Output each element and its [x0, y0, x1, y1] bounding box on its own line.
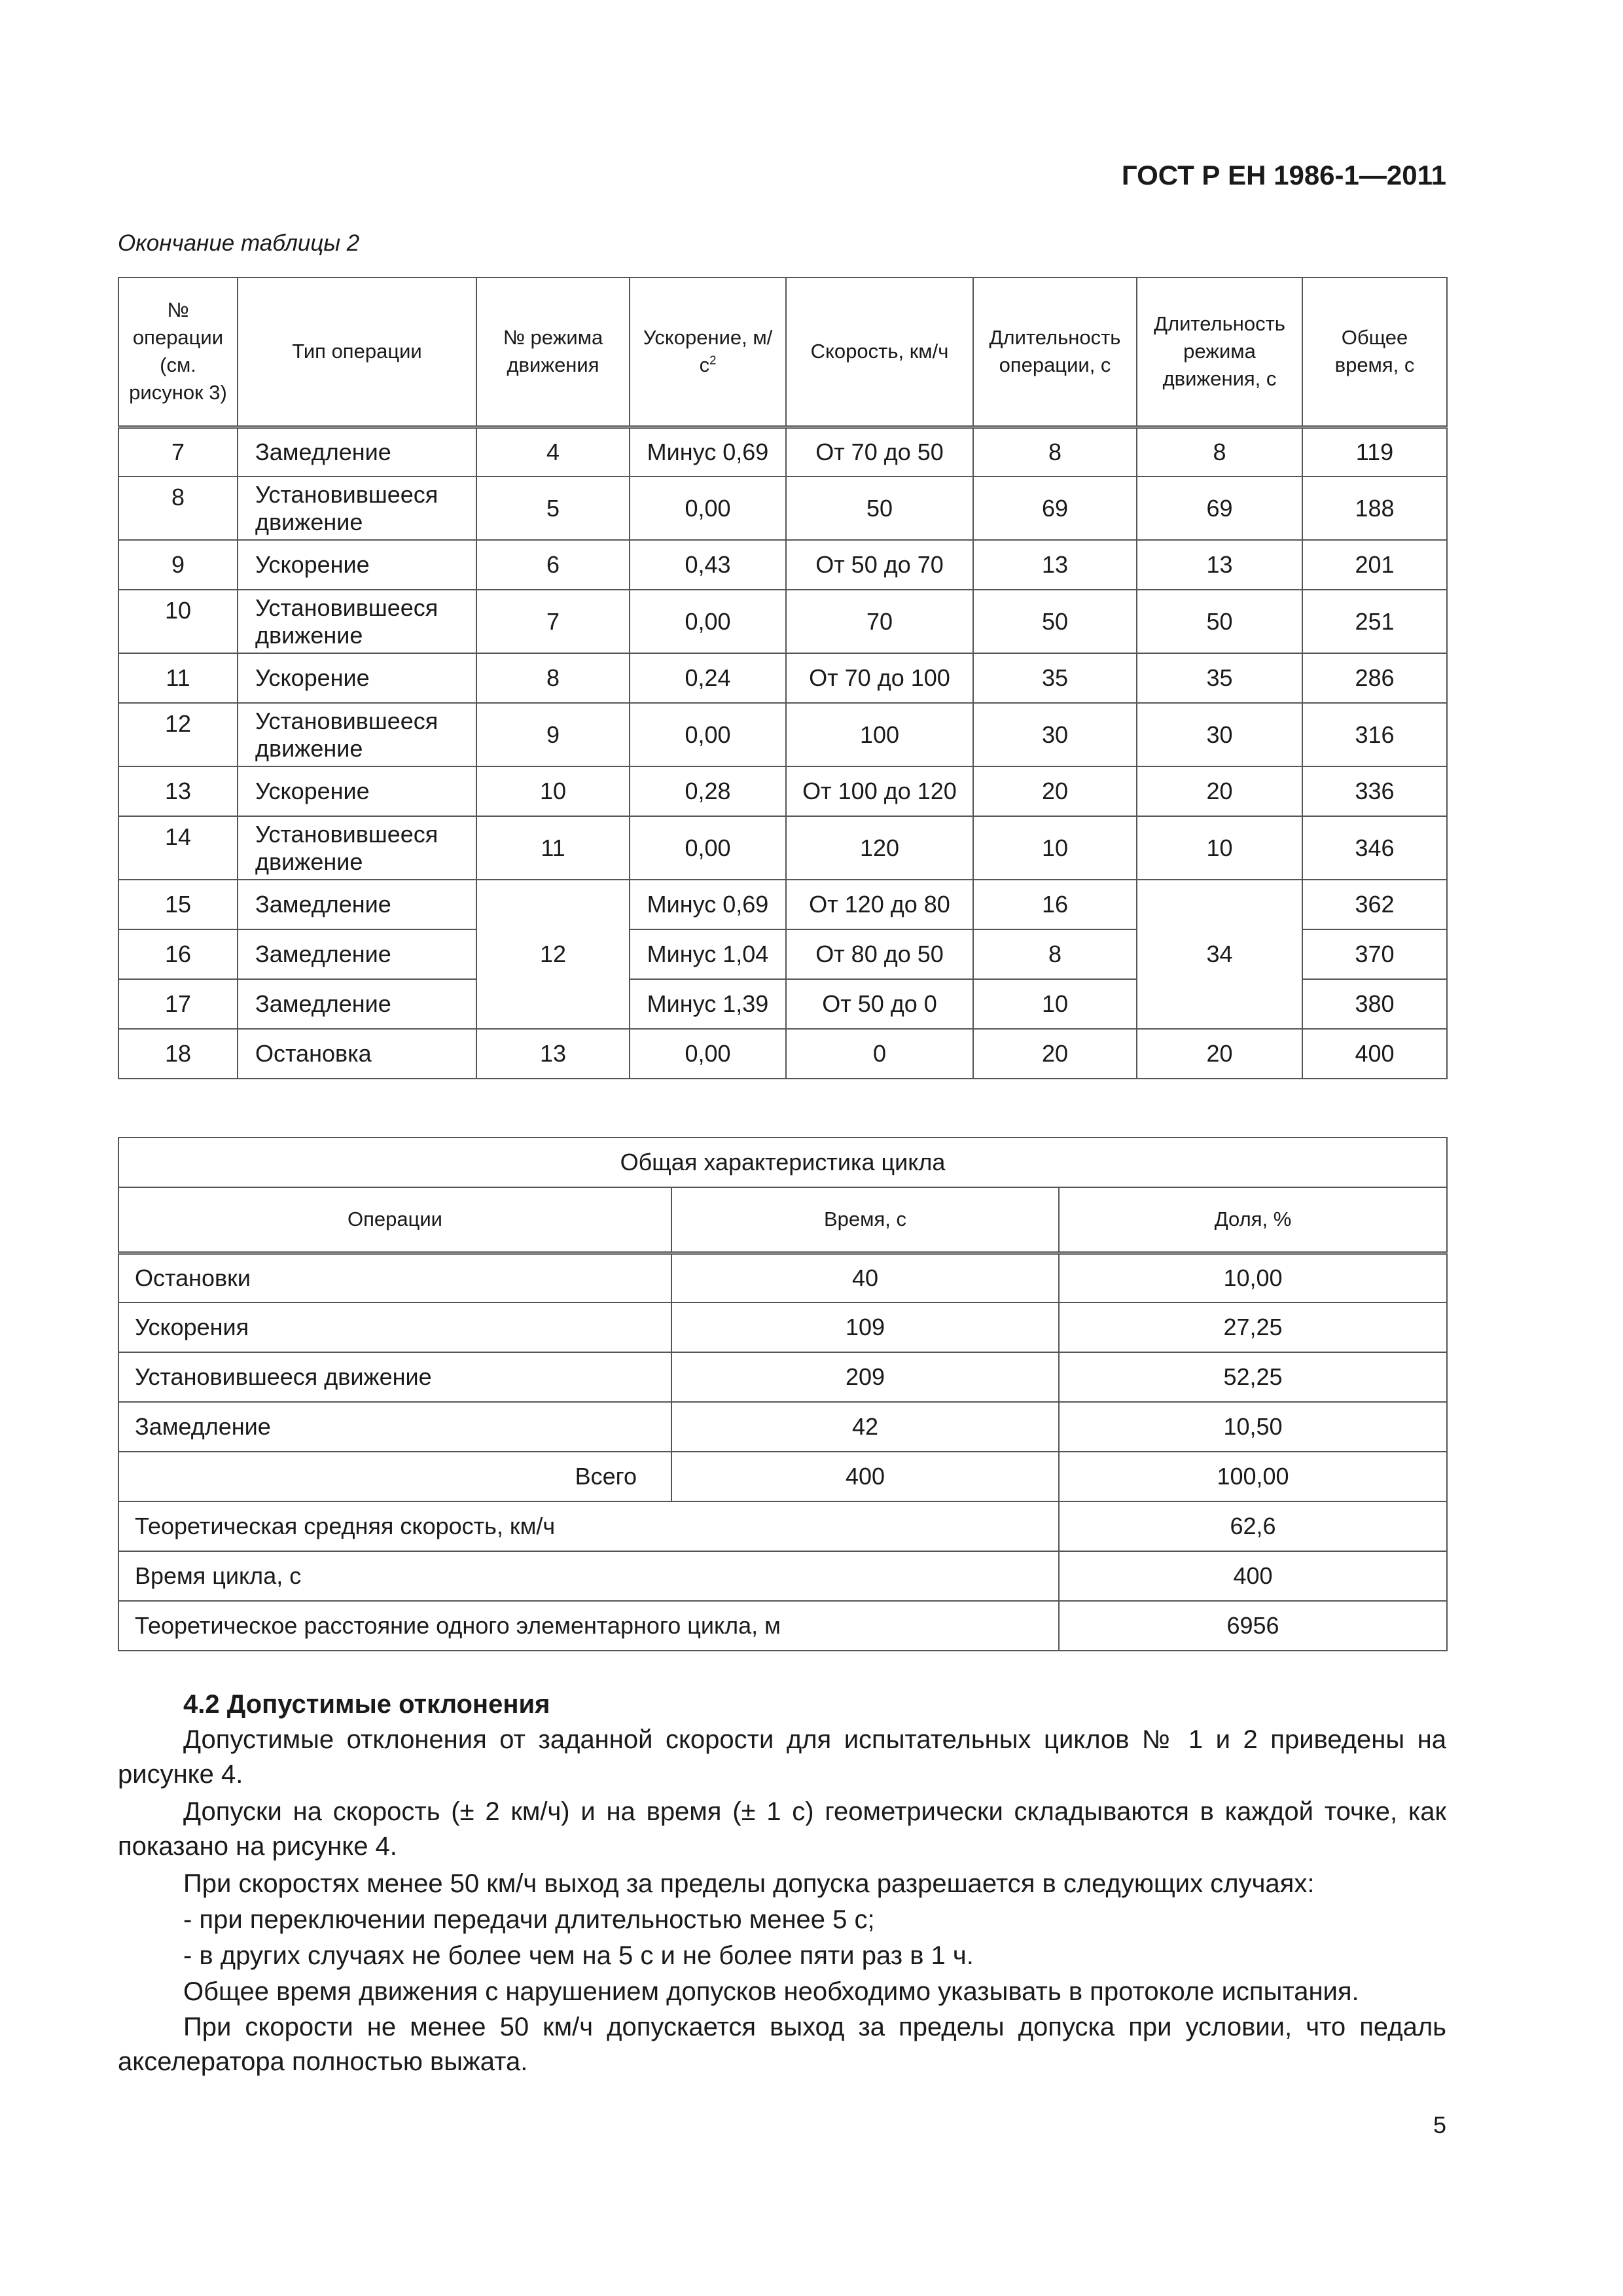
cell-op-type: Замедление: [238, 880, 476, 929]
header-acceleration-text: Ускорение, м/с: [643, 326, 773, 377]
cell-total-time: 316: [1302, 703, 1447, 766]
summary-share: 52,25: [1059, 1352, 1447, 1402]
summary-extra-value: 6956: [1059, 1601, 1447, 1651]
cell-acceleration: 0,00: [630, 476, 786, 540]
cell-acceleration: Минус 0,69: [630, 880, 786, 929]
summary-extra-label: Время цикла, с: [118, 1551, 1059, 1601]
summary-share: 10,50: [1059, 1402, 1447, 1452]
cell-speed: От 120 до 80: [786, 880, 973, 929]
cell-op-type: Замедление: [238, 427, 476, 476]
table-caption: Окончание таблицы 2: [118, 230, 360, 256]
cell-mode-no: 8: [476, 653, 630, 703]
cell-speed: 0: [786, 1029, 973, 1079]
cell-speed: От 70 до 50: [786, 427, 973, 476]
summary-extra-label: Теоретическое расстояние одного элементарного цикла, м: [118, 1601, 1059, 1651]
cell-mode-no: 4: [476, 427, 630, 476]
section-title: 4.2 Допустимые отклонения: [183, 1690, 550, 1719]
summary-header-time: Время, с: [671, 1187, 1059, 1253]
operations-table: [118, 277, 1448, 1079]
summary-header-row: [118, 1187, 1447, 1253]
cell-op-duration: 50: [973, 590, 1137, 653]
cell-op-type: Остановка: [238, 1029, 476, 1079]
cell-acceleration: Минус 0,69: [630, 427, 786, 476]
cell-mode-no: 5: [476, 476, 630, 540]
cell-mode-duration: 30: [1137, 703, 1302, 766]
cell-op-duration: 10: [973, 816, 1137, 880]
header-total-time: Общее время, с: [1302, 278, 1447, 427]
cell-op-type: Ускорение: [238, 766, 476, 816]
summary-share: 27,25: [1059, 1302, 1447, 1352]
cell-op-no: 8: [118, 476, 238, 540]
summary-row: [118, 1253, 1447, 1302]
list-item-1: - при переключении передачи длительностью менее 5 с;: [183, 1905, 875, 1934]
cell-mode-no: 9: [476, 703, 630, 766]
cell-op-type: Ускорение: [238, 653, 476, 703]
table-row: [118, 1029, 1447, 1079]
cell-mode-duration: 20: [1137, 766, 1302, 816]
cell-acceleration: 0,28: [630, 766, 786, 816]
cell-mode-no: 7: [476, 590, 630, 653]
list-item-2: - в других случаях не более чем на 5 с и не более пяти раз в 1 ч.: [183, 1941, 974, 1970]
cell-acceleration: 0,00: [630, 1029, 786, 1079]
summary-extra-value: 62,6: [1059, 1501, 1447, 1551]
cell-op-duration: 8: [973, 427, 1137, 476]
cell-op-duration: 10: [973, 979, 1137, 1029]
cell-op-type: Замедление: [238, 979, 476, 1029]
summary-row: [118, 1352, 1447, 1402]
paragraph-2: Допуски на скорость (± 2 км/ч) и на время (± 1 с) геометрически складываются в каждой точке, как показано на рисунке 4.: [118, 1797, 1446, 1861]
summary-time: 40: [671, 1253, 1059, 1302]
cell-op-type: Установившееся движение: [238, 476, 476, 540]
cell-speed: 120: [786, 816, 973, 880]
cell-mode-no: 13: [476, 1029, 630, 1079]
cell-speed: 50: [786, 476, 973, 540]
summary-title-row: [118, 1138, 1447, 1187]
summary-operation: Остановки: [118, 1253, 671, 1302]
paragraph-5: При скорости не менее 50 км/ч допускается выход за пределы допуска при условии, что педаль акселератора полностью выжата.: [118, 2013, 1446, 2076]
cell-mode-duration: 34: [1137, 880, 1302, 1029]
cell-total-time: 251: [1302, 590, 1447, 653]
cell-total-time: 346: [1302, 816, 1447, 880]
cell-acceleration: Минус 1,39: [630, 979, 786, 1029]
paragraph-4: Общее время движения с нарушением допусков необходимо указывать в протоколе испытания.: [183, 1977, 1359, 2006]
summary-operation: Замедление: [118, 1402, 671, 1452]
cell-mode-no: 12: [476, 880, 630, 1029]
cell-total-time: 380: [1302, 979, 1447, 1029]
cell-total-time: 119: [1302, 427, 1447, 476]
cell-mode-duration: 35: [1137, 653, 1302, 703]
paragraph-1: Допустимые отклонения от заданной скорости для испытательных циклов № 1 и 2 приведены на рисунке 4.: [118, 1725, 1446, 1789]
cell-op-duration: 30: [973, 703, 1137, 766]
cell-op-type: Установившееся движение: [238, 703, 476, 766]
cell-op-no: 10: [118, 590, 238, 653]
summary-operation: Установившееся движение: [118, 1352, 671, 1402]
table-row: [118, 653, 1447, 703]
cell-op-type: Установившееся движение: [238, 590, 476, 653]
cell-op-duration: 20: [973, 766, 1137, 816]
summary-operation: Ускорения: [118, 1302, 671, 1352]
table-row: [118, 816, 1447, 880]
paragraph-3: При скоростях менее 50 км/ч выход за пределы допуска разрешается в следующих случаях:: [183, 1869, 1315, 1898]
cell-speed: От 50 до 70: [786, 540, 973, 590]
cell-mode-duration: 50: [1137, 590, 1302, 653]
table-row: [118, 703, 1447, 766]
cell-total-time: 336: [1302, 766, 1447, 816]
cell-op-duration: 16: [973, 880, 1137, 929]
table-row: [118, 590, 1447, 653]
table-row: [118, 427, 1447, 476]
summary-extra-row: [118, 1601, 1447, 1651]
cell-acceleration: Минус 1,04: [630, 929, 786, 979]
cycle-summary-table: [118, 1137, 1448, 1651]
summary-extra-label: Теоретическая средняя скорость, км/ч: [118, 1501, 1059, 1551]
table-row: [118, 476, 1447, 540]
cell-speed: От 50 до 0: [786, 979, 973, 1029]
cell-total-time: 201: [1302, 540, 1447, 590]
cell-op-duration: 20: [973, 1029, 1137, 1079]
page-number: 5: [1433, 2111, 1446, 2138]
cell-acceleration: 0,00: [630, 816, 786, 880]
header-acceleration: [630, 278, 786, 427]
cell-op-no: 16: [118, 929, 238, 979]
cell-op-no: 7: [118, 427, 238, 476]
header-speed: Скорость, км/ч: [786, 278, 973, 427]
cell-acceleration: 0,00: [630, 703, 786, 766]
summary-header-operations: Операции: [118, 1187, 671, 1253]
cell-mode-no: 11: [476, 816, 630, 880]
summary-row: [118, 1302, 1447, 1352]
cell-op-no: 15: [118, 880, 238, 929]
table-header-row: [118, 278, 1447, 427]
summary-extra-value: 400: [1059, 1551, 1447, 1601]
summary-row: [118, 1402, 1447, 1452]
document-code: ГОСТ Р ЕН 1986-1—2011: [1121, 160, 1446, 190]
cell-op-no: 17: [118, 979, 238, 1029]
table-row: [118, 540, 1447, 590]
cell-op-no: 13: [118, 766, 238, 816]
header-op-no: № операции (см. рисунок 3): [118, 278, 238, 427]
header-mode-no: № режима движения: [476, 278, 630, 427]
header-acceleration-sup: 2: [709, 353, 717, 367]
cell-op-type: Установившееся движение: [238, 816, 476, 880]
cell-acceleration: 0,43: [630, 540, 786, 590]
summary-header-share: Доля, %: [1059, 1187, 1447, 1253]
summary-total-label: Всего: [118, 1452, 671, 1501]
cell-mode-duration: 10: [1137, 816, 1302, 880]
cell-mode-duration: 20: [1137, 1029, 1302, 1079]
summary-total-time: 400: [671, 1452, 1059, 1501]
summary-total-row: [118, 1452, 1447, 1501]
cell-mode-no: 6: [476, 540, 630, 590]
summary-time: 209: [671, 1352, 1059, 1402]
cell-mode-duration: 13: [1137, 540, 1302, 590]
summary-extra-row: [118, 1551, 1447, 1601]
cell-acceleration: 0,24: [630, 653, 786, 703]
cell-op-no: 12: [118, 703, 238, 766]
cell-op-duration: 13: [973, 540, 1137, 590]
cell-speed: От 100 до 120: [786, 766, 973, 816]
summary-title: Общая характеристика цикла: [118, 1138, 1447, 1187]
cell-speed: От 80 до 50: [786, 929, 973, 979]
cell-mode-no: 10: [476, 766, 630, 816]
table-row: [118, 766, 1447, 816]
cell-op-no: 14: [118, 816, 238, 880]
summary-share: 10,00: [1059, 1253, 1447, 1302]
cell-speed: От 70 до 100: [786, 653, 973, 703]
cell-total-time: 188: [1302, 476, 1447, 540]
cell-op-no: 9: [118, 540, 238, 590]
cell-acceleration: 0,00: [630, 590, 786, 653]
cell-op-duration: 69: [973, 476, 1137, 540]
cell-total-time: 362: [1302, 880, 1447, 929]
cell-mode-duration: 8: [1137, 427, 1302, 476]
header-op-duration: Длительность операции, с: [973, 278, 1137, 427]
cell-op-duration: 35: [973, 653, 1137, 703]
cell-speed: 70: [786, 590, 973, 653]
cell-speed: 100: [786, 703, 973, 766]
cell-op-duration: 8: [973, 929, 1137, 979]
summary-extra-row: [118, 1501, 1447, 1551]
cell-total-time: 286: [1302, 653, 1447, 703]
table-row: [118, 880, 1447, 929]
cell-op-type: Замедление: [238, 929, 476, 979]
summary-time: 109: [671, 1302, 1059, 1352]
cell-op-no: 18: [118, 1029, 238, 1079]
cell-op-no: 11: [118, 653, 238, 703]
cell-total-time: 370: [1302, 929, 1447, 979]
summary-total-share: 100,00: [1059, 1452, 1447, 1501]
header-op-type: Тип операции: [238, 278, 476, 427]
cell-op-type: Ускорение: [238, 540, 476, 590]
header-mode-duration: Длительность режима движения, с: [1137, 278, 1302, 427]
summary-time: 42: [671, 1402, 1059, 1452]
cell-total-time: 400: [1302, 1029, 1447, 1079]
cell-mode-duration: 69: [1137, 476, 1302, 540]
